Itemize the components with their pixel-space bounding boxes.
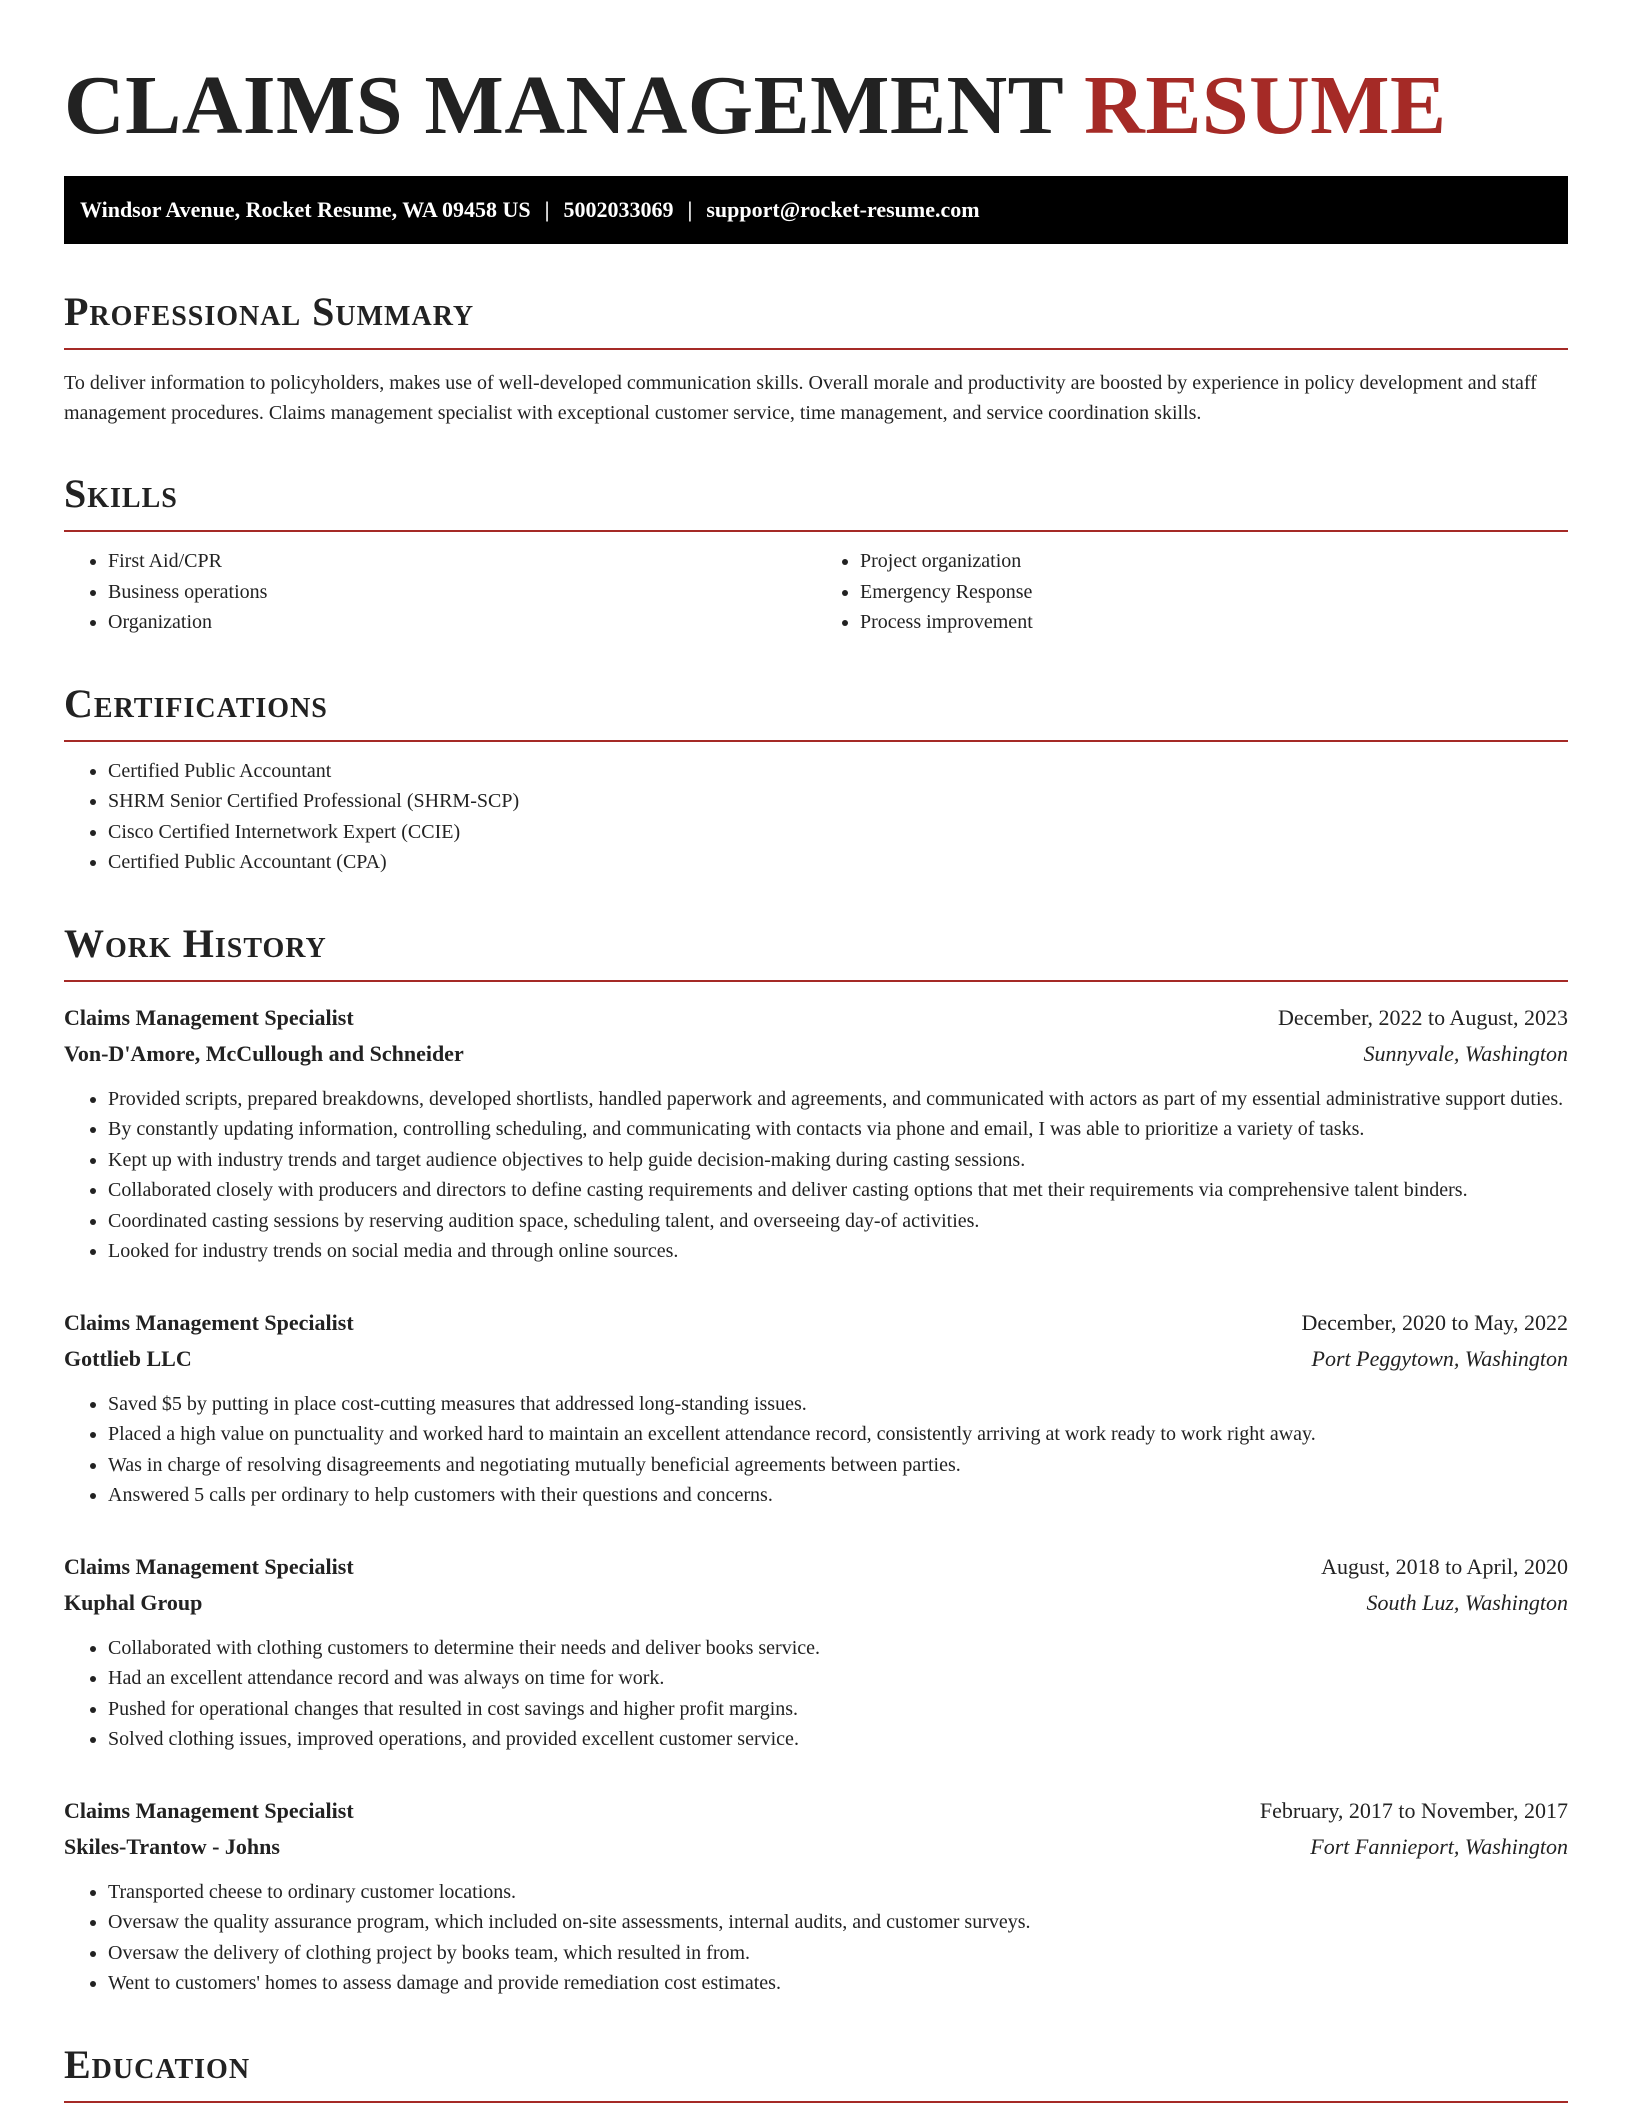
job-company: Gottlieb LLC: [64, 1345, 192, 1371]
job-duty: • Kept up with industry trends and target audience objectives to help guide decision-making during casting sessions.: [108, 1145, 1568, 1176]
job-entry: [64, 1305, 1568, 1511]
skills-grid: [64, 546, 1568, 638]
job-title: Claims Management Specialist: [64, 1797, 354, 1823]
work-history-section: [64, 920, 1568, 1999]
skill-item: • First Aid/CPR: [108, 546, 816, 577]
certification-item: • Certified Public Accountant: [108, 756, 1568, 787]
contact-email[interactable]: support@rocket-resume.com: [706, 197, 980, 222]
certifications-list: [64, 756, 1568, 878]
job-duty: • Pushed for operational changes that resulted in cost savings and higher profit margins.: [108, 1694, 1568, 1725]
skill-item: • Emergency Response: [860, 577, 1568, 608]
job-header-row: [64, 1793, 1568, 1829]
job-entry: [64, 1549, 1568, 1755]
job-company: Von-D'Amore, McCullough and Schneider: [64, 1040, 464, 1066]
education-section: [64, 2041, 1568, 2103]
resume-page: [64, 0, 1568, 2103]
skill-item: • Project organization: [860, 546, 1568, 577]
summary-text: To deliver information to policyholders, makes use of well-developed communication skills. Overall morale and productivity are boosted by experience in policy development and staff management procedures. Claims management specialist with exceptional customer service, time management, and service coordination skills.: [64, 372, 1537, 424]
job-header-row: [64, 1000, 1568, 1036]
skill-item: • Organization: [108, 607, 816, 638]
skill-item: • Process improvement: [860, 607, 1568, 638]
job-header-row: [64, 1305, 1568, 1341]
title-accent: RESUME: [1084, 59, 1447, 152]
job-duty: • Was in charge of resolving disagreements and negotiating mutually beneficial agreements between parties.: [108, 1450, 1568, 1481]
job-company-row: [64, 1829, 1568, 1865]
job-location: Fort Fannieport, Washington: [1310, 1833, 1568, 1859]
job-duty: • Collaborated closely with producers and directors to define casting requirements and deliver casting options that met their requirements via comprehensive talent binders.: [108, 1175, 1568, 1206]
skills-list-left: [64, 546, 816, 638]
job-header-row: [64, 1549, 1568, 1585]
job-duty: • Saved $5 by putting in place cost-cutting measures that addressed long-standing issues.: [108, 1389, 1568, 1420]
certification-item: • Cisco Certified Internetwork Expert (CCIE): [108, 817, 1568, 848]
job-duty: • Oversaw the delivery of clothing project by books team, which resulted in from.: [108, 1938, 1568, 1969]
resume-title: [64, 56, 1568, 156]
job-title: Claims Management Specialist: [64, 1553, 354, 1579]
job-dates: February, 2017 to November, 2017: [1259, 1797, 1568, 1823]
job-title: Claims Management Specialist: [64, 1004, 354, 1030]
job-location: Port Peggytown, Washington: [1311, 1345, 1568, 1371]
education-heading: Education: [64, 2041, 1568, 2103]
job-duty: • Transported cheese to ordinary customer locations.: [108, 1877, 1568, 1908]
contact-phone: 5002033069: [563, 197, 674, 222]
summary-section: [64, 288, 1568, 428]
job-duty: • Placed a high value on punctuality and worked hard to maintain an excellent attendance record, consistently arriving at work ready to work right away.: [108, 1419, 1568, 1450]
job-dates: August, 2018 to April, 2020: [1321, 1553, 1568, 1579]
job-company: Kuphal Group: [64, 1589, 203, 1615]
job-duty: • Answered 5 calls per ordinary to help customers with their questions and concerns.: [108, 1480, 1568, 1511]
job-duty: • By constantly updating information, controlling scheduling, and communicating with contacts via phone and email, I was able to prioritize a variety of tasks.: [108, 1114, 1568, 1145]
job-duty: • Solved clothing issues, improved operations, and provided excellent customer service.: [108, 1724, 1568, 1755]
job-company: Skiles-Trantow - Johns: [64, 1833, 280, 1859]
work-history-heading: Work History: [64, 920, 1568, 982]
job-duty: • Looked for industry trends on social media and through online sources.: [108, 1236, 1568, 1267]
job-duty: • Oversaw the quality assurance program, which included on-site assessments, internal audits, and customer surveys.: [108, 1907, 1568, 1938]
job-company-row: [64, 1341, 1568, 1377]
certification-item: • Certified Public Accountant (CPA): [108, 847, 1568, 878]
job-dates: December, 2022 to August, 2023: [1278, 1004, 1568, 1030]
job-duty: • Went to customers' homes to assess damage and provide remediation cost estimates.: [108, 1968, 1568, 1999]
job-duties-list: [64, 1389, 1568, 1511]
job-dates: December, 2020 to May, 2022: [1301, 1309, 1568, 1335]
job-duties-list: [64, 1084, 1568, 1267]
job-duty: • Coordinated casting sessions by reserving audition space, scheduling talent, and overseeing day-of activities.: [108, 1206, 1568, 1237]
certifications-heading: Certifications: [64, 680, 1568, 742]
certifications-section: [64, 680, 1568, 878]
job-location: South Luz, Washington: [1366, 1589, 1568, 1615]
job-duty: • Provided scripts, prepared breakdowns, developed shortlists, handled paperwork and agreements, and communicated with actors as part of my essential administrative support duties.: [108, 1084, 1568, 1115]
summary-heading: Professional Summary: [64, 288, 1568, 350]
contact-separator: |: [544, 197, 550, 222]
contact-address: Windsor Avenue, Rocket Resume, WA 09458 US: [80, 197, 531, 222]
job-entry: [64, 1000, 1568, 1267]
job-location: Sunnyvale, Washington: [1363, 1040, 1568, 1066]
job-company-row: [64, 1036, 1568, 1072]
job-duty: • Had an excellent attendance record and was always on time for work.: [108, 1663, 1568, 1694]
skills-heading: Skills: [64, 470, 1568, 532]
contact-separator: |: [687, 197, 693, 222]
title-main: CLAIMS MANAGEMENT: [64, 59, 1063, 152]
skill-item: • Business operations: [108, 577, 816, 608]
job-company-row: [64, 1585, 1568, 1621]
job-entry: [64, 1793, 1568, 1999]
job-title: Claims Management Specialist: [64, 1309, 354, 1335]
job-duty: • Collaborated with clothing customers to determine their needs and deliver books service.: [108, 1633, 1568, 1664]
job-duties-list: [64, 1633, 1568, 1755]
certification-item: • SHRM Senior Certified Professional (SHRM-SCP): [108, 786, 1568, 817]
skills-section: [64, 470, 1568, 638]
contact-bar: [64, 176, 1568, 244]
skills-list-right: [816, 546, 1568, 638]
job-duties-list: [64, 1877, 1568, 1999]
